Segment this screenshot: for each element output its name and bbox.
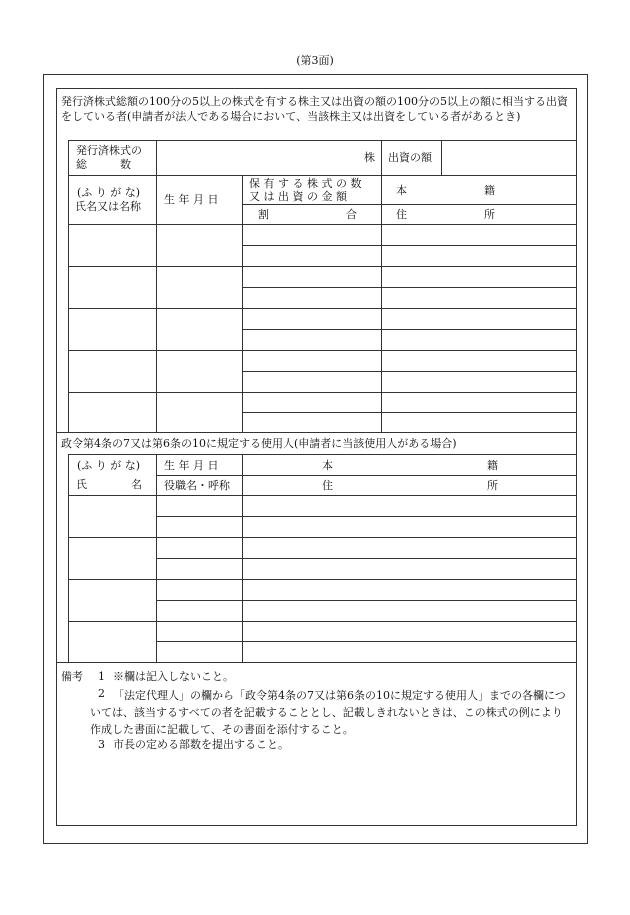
- s2-col-name-furigana: (ふ り が な): [77, 459, 141, 472]
- row-line: [242, 412, 577, 413]
- divider: [242, 204, 577, 205]
- divider: [441, 140, 442, 175]
- divider: [156, 475, 577, 476]
- row-line: [242, 245, 577, 246]
- row-line: [68, 392, 577, 393]
- row-line: [68, 266, 577, 267]
- note-number: 3: [98, 738, 105, 751]
- table2-left-border: [68, 454, 69, 662]
- table2-top-border: [68, 454, 577, 455]
- s2-col-title: 役職名・呼称: [164, 479, 230, 492]
- row-line: [156, 641, 577, 642]
- divider: [68, 495, 577, 496]
- s2-col-name: 氏 名: [76, 478, 142, 491]
- col-domicile: 本 籍: [396, 184, 495, 197]
- divider: [381, 140, 382, 175]
- notes-label: 備考: [61, 670, 83, 683]
- issued-shares-label-2: 総 数: [76, 158, 131, 171]
- page-label: (第3面): [296, 54, 334, 67]
- note-text: 「法定代理人」の欄から「政令第4条の7又は第6条の10に規定する使用人」までの各欄については、該当するすべての者を記載することとし、記載しきれないときは、この株式の例により作成した書面に記載して、その書面を添付すること。: [90, 689, 566, 736]
- note-number: 1: [98, 670, 105, 683]
- s2-col-address: 住 所: [322, 479, 498, 492]
- row-line: [156, 558, 577, 559]
- row-line: [68, 537, 577, 538]
- col-holding: 保 有 す る 株 式 の 数: [249, 177, 362, 190]
- row-line: [68, 621, 577, 622]
- row-line: [242, 371, 577, 372]
- investment-label: 出資の額: [388, 151, 432, 164]
- row-line: [156, 600, 577, 601]
- issued-shares-value[interactable]: [160, 144, 374, 172]
- section1-bottom-border: [56, 432, 577, 433]
- row-line: [68, 350, 577, 351]
- row-line: [242, 287, 577, 288]
- row-line: [156, 516, 577, 517]
- col-name-furigana: (ふ り が な): [77, 186, 141, 199]
- divider: [242, 175, 243, 432]
- divider: [68, 175, 577, 176]
- col-address: 住 所: [396, 208, 495, 221]
- investment-value[interactable]: [446, 144, 572, 172]
- divider: [381, 175, 382, 432]
- s2-col-birth: 生 年 月 日: [164, 459, 219, 472]
- divider: [156, 140, 157, 432]
- col-ratio: 割 合: [258, 208, 357, 221]
- issued-shares-label: 発行済株式の: [76, 144, 142, 157]
- col-holding-2: 又 は 出 資 の 金 額: [249, 190, 347, 203]
- section1-heading: 発行済株式総額の100分の5以上の株式を有する株主又は出資の額の100分の5以上の額に相当する出資をしている者(申請者が法人である場合において、当該株主又は出資をしている者があるとき): [61, 95, 568, 123]
- col-name: 氏名又は名称: [75, 200, 141, 213]
- section2-bottom-border: [56, 662, 577, 663]
- section2-heading: 政令第4条の7又は第6条の10に規定する使用人(申請者に当該使用人がある場合): [61, 437, 457, 450]
- row-line: [68, 308, 577, 309]
- table1-top-border: [68, 140, 577, 141]
- shares-unit: 株: [364, 151, 375, 164]
- note-number: 2: [98, 687, 105, 700]
- divider: [68, 224, 577, 225]
- row-line: [68, 579, 577, 580]
- note-text: ※欄は記入しないこと。: [113, 670, 234, 683]
- note-text: 市長の定める部数を提出すること。: [113, 738, 289, 751]
- table1-left-border: [68, 140, 69, 432]
- row-line: [242, 329, 577, 330]
- s2-col-domicile: 本 籍: [322, 459, 498, 472]
- col-birth: 生 年 月 日: [164, 193, 219, 206]
